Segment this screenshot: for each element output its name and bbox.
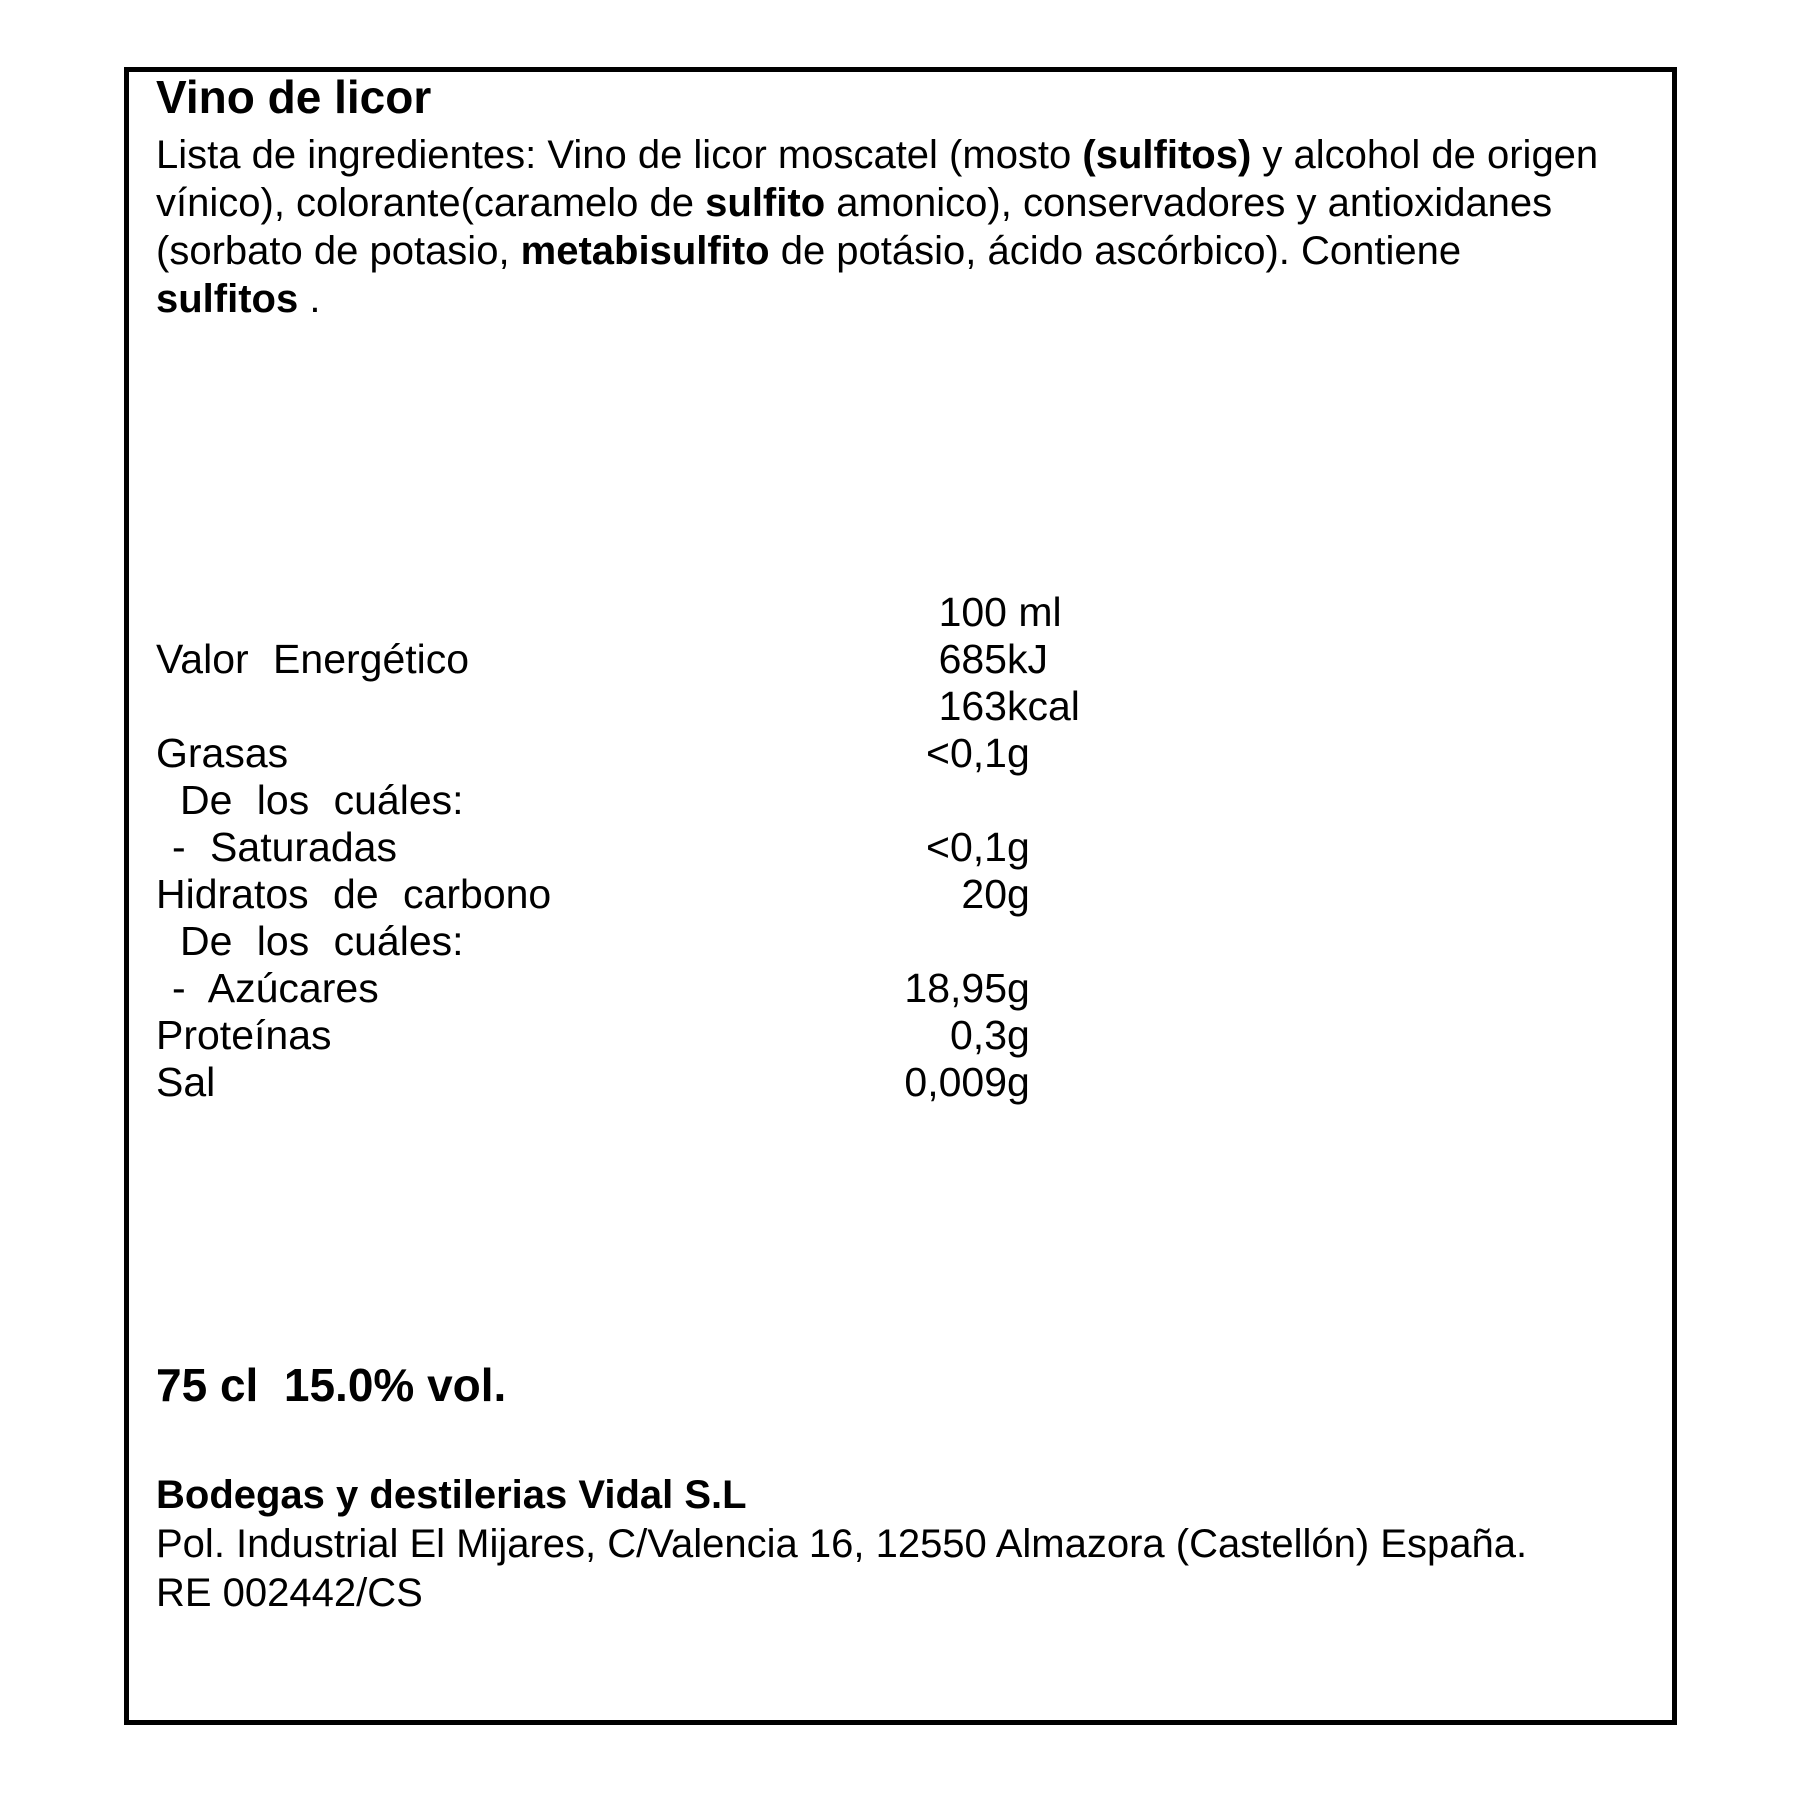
ingredient-text-segment: de potásio, ácido ascórbico). Contiene — [769, 229, 1462, 273]
producer-block — [156, 1471, 1527, 1618]
nutrition-row-label: Grasas — [156, 730, 289, 776]
nutrition-row — [156, 824, 1636, 871]
ingredient-text-segment: y alcohol de origen — [1251, 133, 1599, 177]
nutrition-row-amount: <0,1 — [926, 824, 1007, 870]
nutrition-row-label: - Saturadas — [172, 824, 397, 870]
producer-name: Bodegas y destilerias Vidal S.L — [156, 1473, 747, 1517]
nutrition-row-unit: g — [1007, 965, 1030, 1011]
label-border-box — [124, 67, 1677, 1725]
nutrition-row-amount: 685 — [938, 636, 1007, 682]
ingredients-line — [156, 179, 1598, 227]
ingredient-text-segment: (sulfitos) — [1082, 133, 1252, 177]
nutrition-row-label: Sal — [156, 1059, 216, 1105]
nutrition-row — [156, 683, 1636, 730]
ingredient-text-segment: metabisulfito — [520, 229, 770, 273]
nutrition-row-amount: 163 — [938, 683, 1007, 729]
ingredient-text-segment: (sorbato de potasio, — [156, 229, 521, 273]
nutrition-row-label: Proteínas — [156, 1012, 332, 1058]
nutrition-row-label: Valor Energético — [156, 636, 470, 682]
nutrition-row — [156, 871, 1636, 918]
nutrition-row-amount: 0,3 — [950, 1012, 1007, 1058]
nutrition-row-label: De los cuáles: — [180, 918, 464, 964]
nutrition-row — [156, 777, 1636, 824]
nutrition-row-amount: 18,95 — [904, 965, 1007, 1011]
ingredient-text-segment: sulfitos — [156, 277, 299, 321]
producer-address: Pol. Industrial El Mijares, C/Valencia 16, 12550 Almazora (Castellón) España. — [156, 1522, 1528, 1566]
volume-abv-line: 75 cl 15.0% vol. — [156, 1359, 507, 1411]
nutrition-row-amount: <0,1 — [926, 730, 1007, 776]
ingredients-paragraph — [156, 131, 1598, 323]
product-title: Vino de licor — [156, 71, 432, 123]
nutrition-row-unit: kJ — [1007, 636, 1048, 682]
nutrition-row-amount: 20 — [961, 871, 1007, 917]
ingredient-text-segment: . — [298, 277, 321, 321]
ingredients-line — [156, 275, 1598, 323]
nutrition-table — [156, 589, 1636, 1106]
nutrition-row-label: Hidratos de carbono — [156, 871, 552, 917]
nutrition-row-unit: g — [1007, 730, 1030, 776]
nutrition-row — [156, 965, 1636, 1012]
nutrition-row-unit: g — [1007, 871, 1030, 917]
nutrition-row-unit: g — [1007, 1059, 1030, 1105]
nutrition-row-amount: 100 — [938, 589, 1007, 635]
ingredient-text-segment: Lista de ingredientes: Vino de licor moscatel (mosto — [156, 133, 1083, 177]
ingredient-text-segment: vínico), colorante(caramelo de — [156, 181, 706, 225]
nutrition-row-unit: g — [1007, 824, 1030, 870]
nutrition-row-unit: ml — [1007, 589, 1062, 635]
nutrition-row — [156, 730, 1636, 777]
nutrition-row-header — [156, 589, 1636, 636]
nutrition-row-unit: kcal — [1007, 683, 1080, 729]
nutrition-row-label: - Azúcares — [172, 965, 379, 1011]
ingredients-line — [156, 227, 1598, 275]
nutrition-row — [156, 1059, 1636, 1106]
nutrition-row — [156, 1012, 1636, 1059]
ingredient-text-segment: amonico), conservadores y antioxidanes — [825, 181, 1553, 225]
registration-number: RE 002442/CS — [156, 1571, 423, 1615]
ingredients-line — [156, 131, 1598, 179]
nutrition-row-label: De los cuáles: — [180, 777, 464, 823]
nutrition-row — [156, 636, 1636, 683]
nutrition-row-amount: 0,009 — [904, 1059, 1007, 1105]
nutrition-row-unit: g — [1007, 1012, 1030, 1058]
ingredient-text-segment: sulfito — [705, 181, 826, 225]
nutrition-row — [156, 918, 1636, 965]
